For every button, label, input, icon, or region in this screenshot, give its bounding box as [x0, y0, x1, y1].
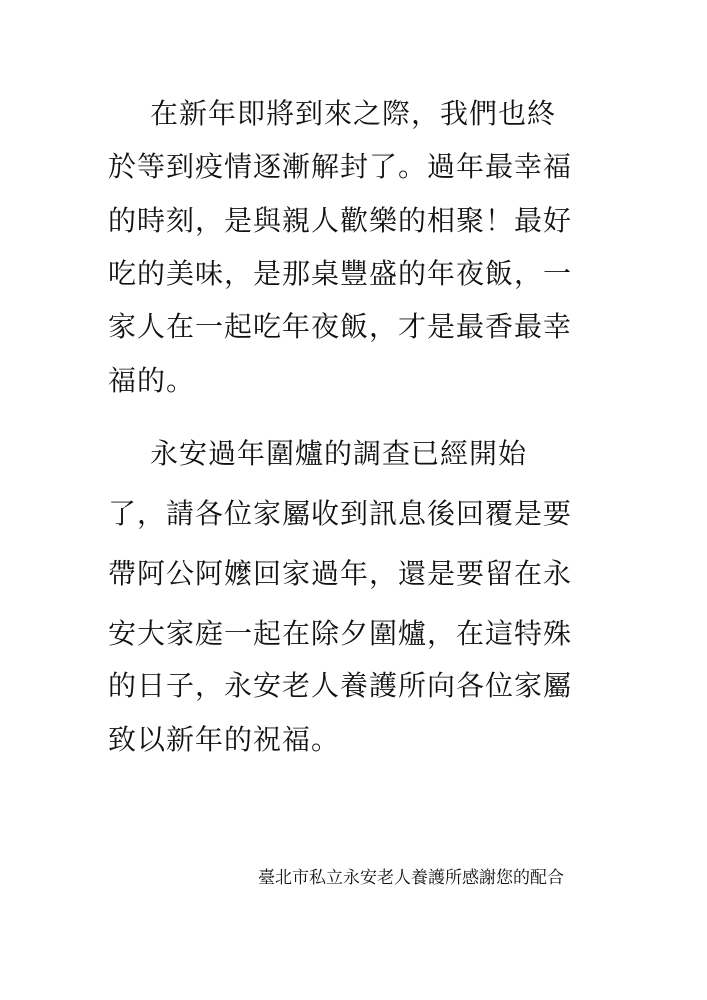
paragraph-1-line-1: 在新年即將到來之際，我們也終 [150, 97, 557, 130]
paragraph-2-line-5: 的日子，永安老人養護所向各位家屬 [108, 669, 573, 702]
paragraph-2-line-2: 了，請各位家屬收到訊息後回覆是要 [108, 497, 573, 530]
paragraph-1-line-5: 家人在一起吃年夜飯，才是最香最幸 [108, 310, 573, 343]
paragraph-2-line-4: 安大家庭一起在除夕圍爐，在這特殊 [108, 617, 573, 650]
paragraph-2-line-3: 帶阿公阿嬤回家過年，還是要留在永 [108, 557, 573, 590]
closing-signature: 臺北市私立永安老人養護所感謝您的配合 [258, 868, 564, 888]
paragraph-1-line-2: 於等到疫情逐漸解封了。過年最幸福 [108, 150, 573, 183]
paragraph-2-line-6: 致以新年的祝福。 [108, 723, 341, 756]
paragraph-1-line-4: 吃的美味，是那桌豐盛的年夜飯，一 [108, 257, 573, 290]
paragraph-1-line-3: 的時刻，是與親人歡樂的相聚！最好 [108, 204, 573, 237]
paragraph-2-line-1: 永安過年圍爐的調查已經開始 [150, 437, 528, 470]
paragraph-1-line-6: 福的。 [108, 364, 196, 397]
